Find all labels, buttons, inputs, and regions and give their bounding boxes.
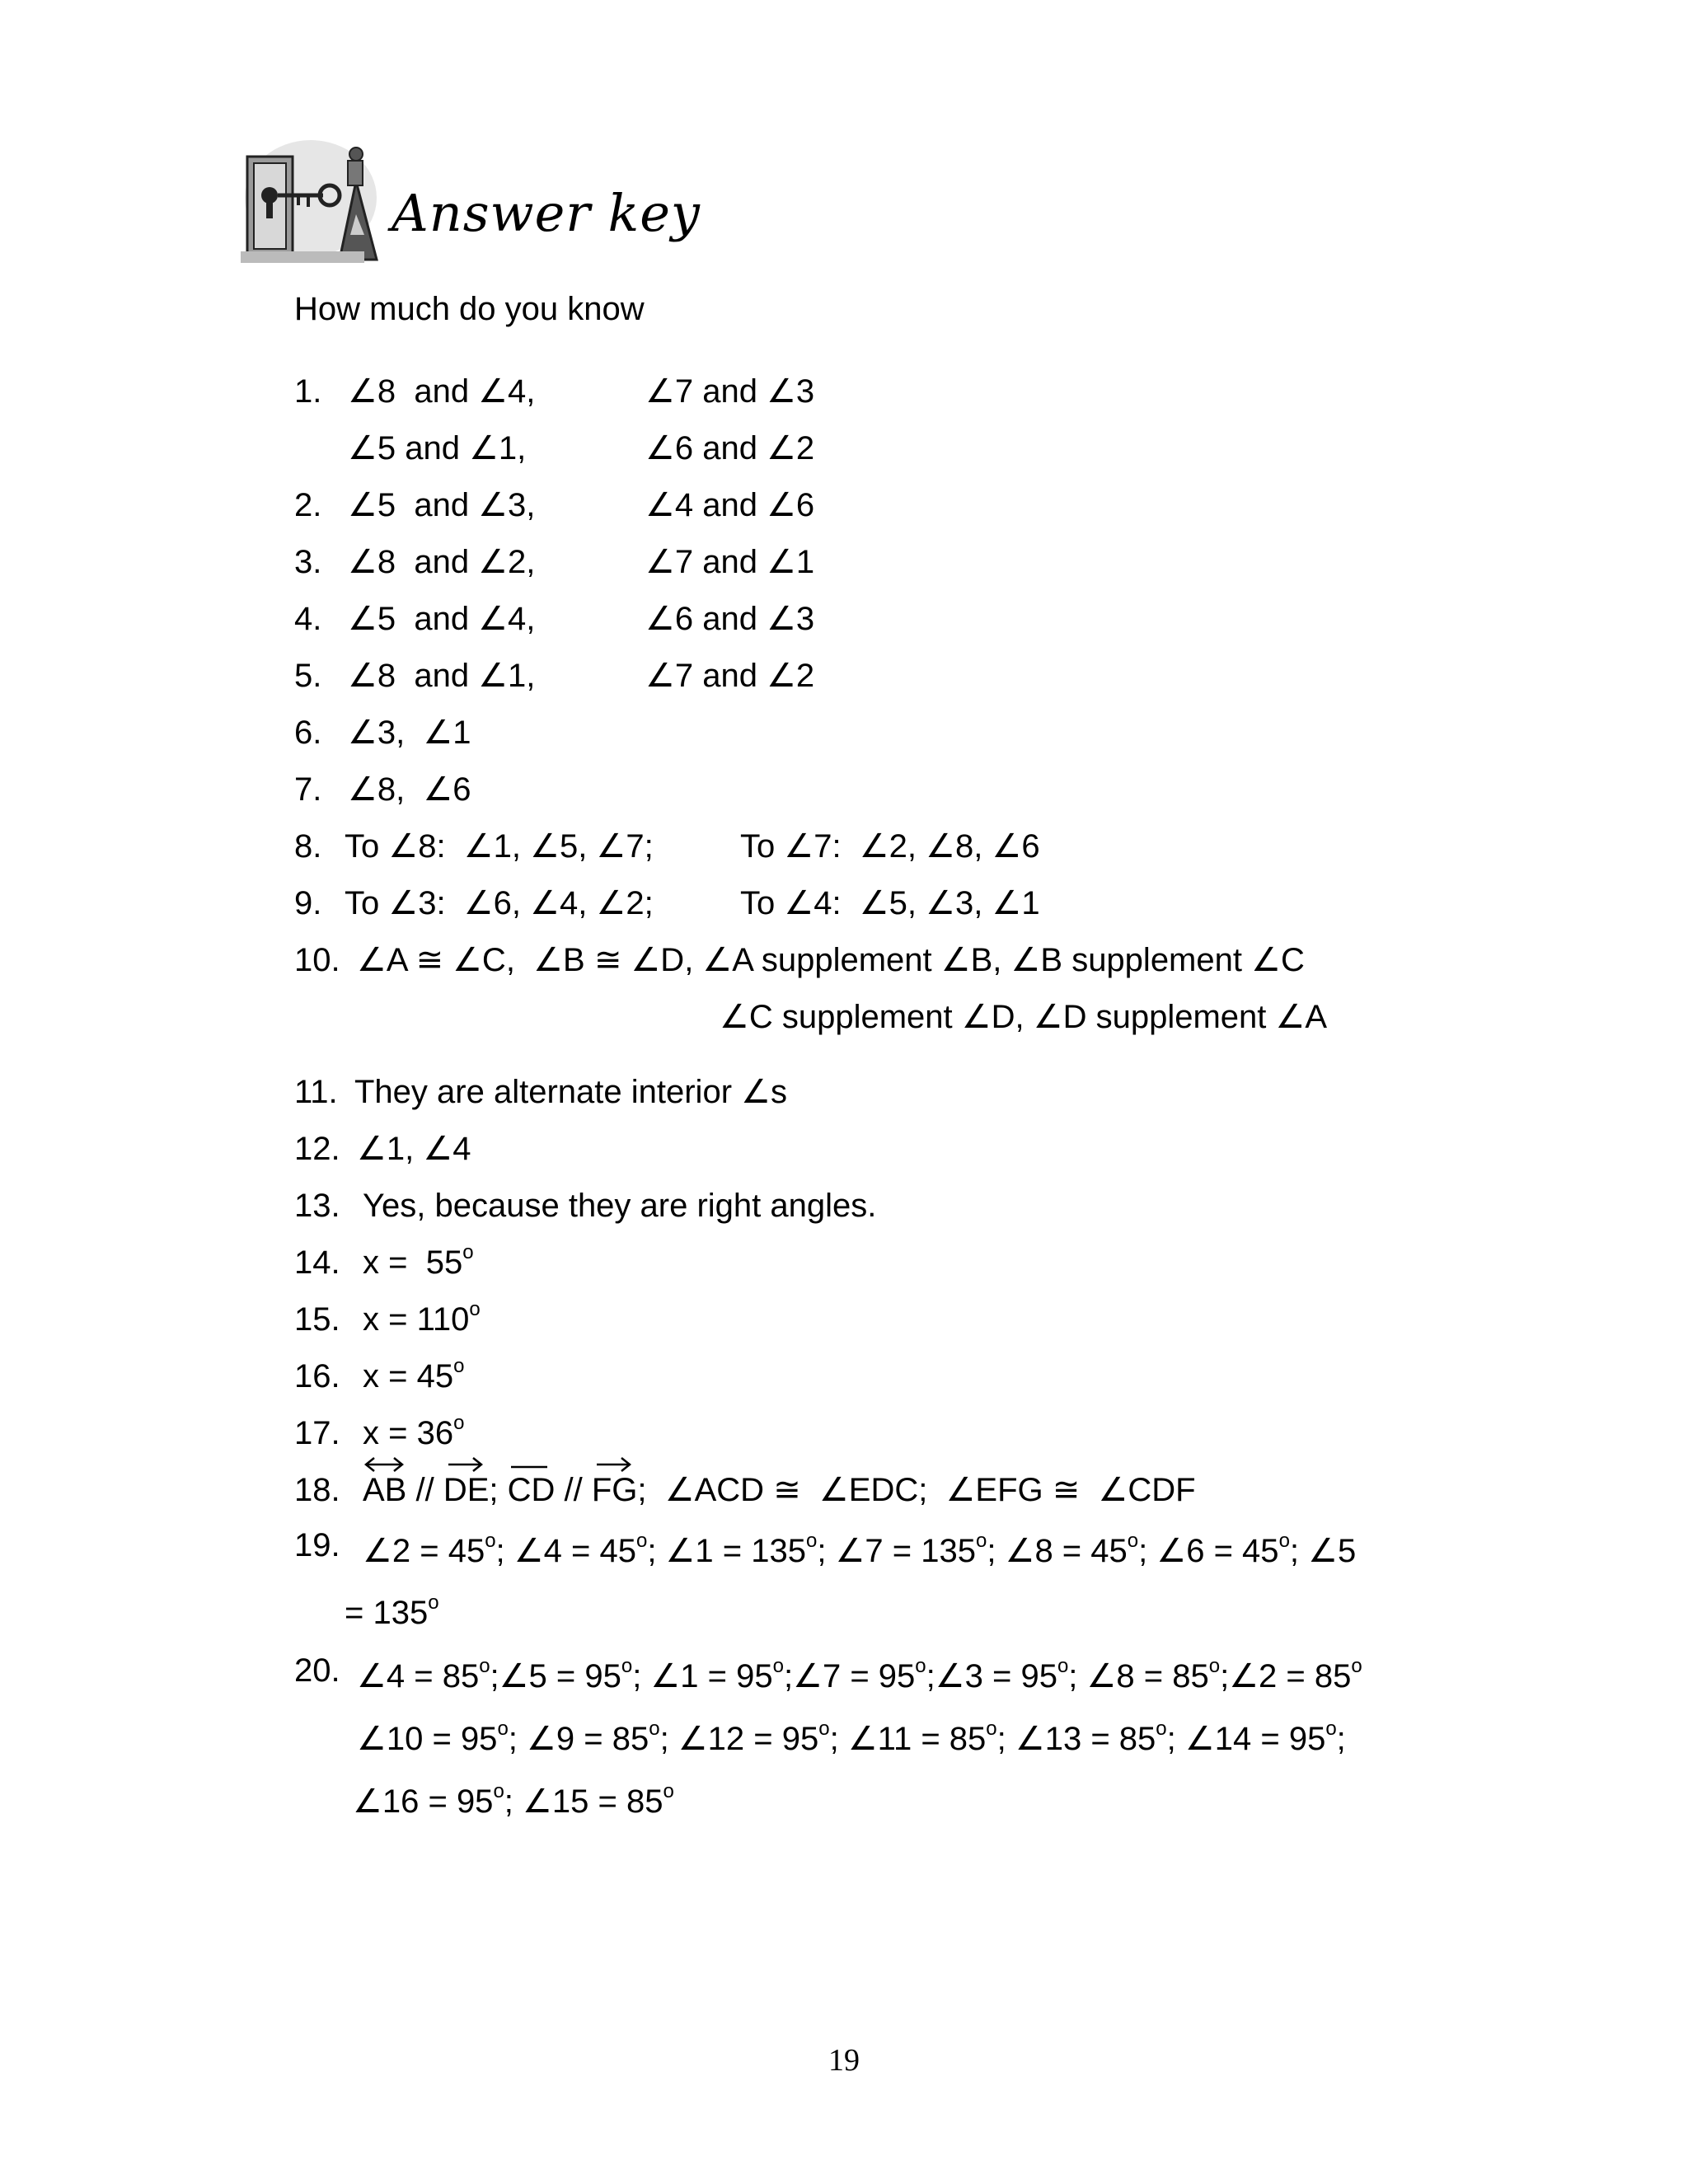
answer-number: 19. (294, 1527, 340, 1563)
degree-mark: o (1351, 1654, 1362, 1677)
term: ; ∠8 = 45 (987, 1533, 1128, 1569)
answer-number: 14. (294, 1244, 340, 1281)
answer-12: ∠1, ∠4 (357, 1131, 471, 1167)
answer-1-left: ∠8 and ∠4, (348, 373, 536, 410)
answer-18-rest: ; ∠ACD ≅ ∠EDC; ∠EFG ≅ ∠CDF (637, 1472, 1196, 1508)
answer-7: ∠8, ∠6 (348, 771, 471, 808)
ray-de (443, 1474, 490, 1507)
degree-mark: o (635, 1529, 648, 1552)
separator: // (555, 1472, 592, 1508)
answer-number: 2. (294, 487, 322, 523)
term: ; ∠13 = 85 (996, 1721, 1156, 1757)
degree-mark: o (1057, 1654, 1069, 1677)
label-ab: AB (363, 1472, 407, 1508)
term: ; ∠8 = 85 (1068, 1658, 1209, 1694)
answer-13: Yes, because they are right angles. (363, 1188, 877, 1224)
degree-mark: o (621, 1654, 633, 1677)
label-cd: CD (507, 1472, 556, 1508)
answer-number: 16. (294, 1358, 340, 1394)
answer-4-left: ∠5 and ∠4, (348, 601, 536, 637)
term: ; ∠7 = 135 (817, 1533, 976, 1569)
term: ; ∠4 = 45 (495, 1533, 636, 1569)
label-de: DE (443, 1472, 490, 1508)
answer-16-text: x = 45 (363, 1358, 454, 1394)
degree-mark: o (479, 1654, 490, 1677)
term: ; ∠1 = 95 (632, 1658, 773, 1694)
term: ∠16 = 95 (353, 1783, 494, 1820)
answer-number: 7. (294, 771, 322, 808)
answer-number: 8. (294, 828, 322, 865)
degree-mark: o (976, 1529, 987, 1552)
answer-20-line1 (357, 1654, 1362, 1694)
answer-9-right: To ∠4: ∠5, ∠3, ∠1 (740, 885, 1040, 921)
segment-bar-icon (508, 1455, 551, 1474)
answer-10-line1: ∠A ≅ ∠C, ∠B ≅ ∠D, ∠A supplement ∠B, ∠B supplement ∠C (357, 942, 1305, 978)
answer-2-left: ∠5 and ∠3, (348, 487, 536, 523)
answer-3-right: ∠7 and ∠1 (645, 544, 815, 580)
term: = 135 (345, 1595, 429, 1631)
answer-11: They are alternate interior ∠s (354, 1074, 787, 1110)
separator: // (406, 1472, 443, 1508)
degree-mark: o (453, 1411, 465, 1434)
degree-mark: o (805, 1529, 818, 1552)
answer-1-left-2: ∠5 and ∠1, (348, 430, 527, 466)
degree-mark: o (649, 1717, 660, 1740)
degree-mark: o (915, 1654, 926, 1677)
answer-1-right-2: ∠6 and ∠2 (645, 430, 815, 466)
ray-arrow-icon (443, 1455, 486, 1474)
degree-mark: o (453, 1354, 465, 1377)
section-subtitle: How much do you know (294, 291, 645, 327)
degree-mark: o (772, 1654, 784, 1677)
answer-number: 20. (294, 1652, 340, 1689)
degree-mark: o (493, 1779, 504, 1802)
answer-9-left: To ∠3: ∠6, ∠4, ∠2; (345, 885, 654, 921)
answer-number: 13. (294, 1188, 340, 1224)
answer-8-right: To ∠7: ∠2, ∠8, ∠6 (740, 828, 1040, 865)
answer-4-right: ∠6 and ∠3 (645, 601, 815, 637)
answer-15 (363, 1297, 481, 1338)
page-number: 19 (828, 2043, 860, 2078)
term: ; ∠12 = 95 (659, 1721, 819, 1757)
ray-arrow-icon (592, 1455, 635, 1474)
degree-mark: o (1278, 1529, 1290, 1552)
ray-fg (592, 1474, 638, 1507)
answer-20-line3 (353, 1779, 674, 1820)
term: ∠10 = 95 (357, 1721, 498, 1757)
line-ab (363, 1474, 406, 1507)
answer-17 (363, 1411, 465, 1451)
term: ; ∠15 = 85 (504, 1783, 663, 1820)
answer-number: 6. (294, 715, 322, 751)
answer-1-right: ∠7 and ∠3 (645, 373, 815, 410)
answer-10-line2: ∠C supplement ∠D, ∠D supplement ∠A (720, 999, 1328, 1035)
answer-number: 5. (294, 658, 322, 694)
degree-mark: o (1208, 1654, 1221, 1677)
answer-number: 4. (294, 601, 322, 637)
degree-mark: o (663, 1779, 674, 1802)
degree-mark: o (462, 1240, 474, 1263)
degree-mark: o (469, 1297, 481, 1320)
answer-18 (363, 1474, 1196, 1507)
degree-mark: o (1156, 1717, 1167, 1740)
answer-14 (363, 1240, 474, 1281)
answer-number: 17. (294, 1415, 340, 1451)
segment-cd (508, 1474, 556, 1507)
answer-number: 12. (294, 1131, 340, 1167)
answer-19-line1 (363, 1529, 1357, 1569)
answer-8-left: To ∠8: ∠1, ∠5, ∠7; (345, 828, 654, 865)
answer-6: ∠3, ∠1 (348, 715, 471, 751)
term: ;∠3 = 95 (926, 1658, 1057, 1694)
label-fg: FG (591, 1472, 638, 1508)
answer-2-right: ∠4 and ∠6 (645, 487, 815, 523)
answer-key-logo-icon (232, 136, 397, 268)
term: ; (1336, 1721, 1346, 1757)
degree-mark: o (497, 1717, 509, 1740)
answer-15-text: x = 110 (363, 1301, 470, 1338)
degree-mark: o (818, 1717, 830, 1740)
term: ; ∠14 = 95 (1166, 1721, 1326, 1757)
degree-mark: o (485, 1529, 496, 1552)
answer-number: 15. (294, 1301, 340, 1338)
line-double-arrow-icon (363, 1455, 406, 1474)
degree-mark: o (428, 1591, 439, 1614)
answer-number: 10. (294, 942, 340, 978)
term: ∠4 = 85 (357, 1658, 480, 1694)
answer-5-left: ∠8 and ∠1, (348, 658, 536, 694)
answer-16 (363, 1354, 465, 1394)
answer-19-line2 (345, 1591, 439, 1631)
term: ∠2 = 45 (363, 1533, 485, 1569)
answer-number: 3. (294, 544, 322, 580)
term: ;∠5 = 95 (490, 1658, 621, 1694)
answer-number: 9. (294, 885, 322, 921)
term: ; ∠11 = 85 (829, 1721, 987, 1757)
page-heading: Answer key (392, 183, 701, 243)
degree-mark: o (1325, 1717, 1337, 1740)
term: ;∠2 = 85 (1220, 1658, 1352, 1694)
answer-14-text: x = 55 (363, 1244, 463, 1281)
answer-number: 11. (294, 1074, 338, 1110)
answer-20-line2 (357, 1717, 1346, 1757)
answer-17-text: x = 36 (363, 1415, 454, 1451)
degree-mark: o (986, 1717, 997, 1740)
answer-5-right: ∠7 and ∠2 (645, 658, 815, 694)
answer-number: 18. (294, 1472, 340, 1508)
answer-3-left: ∠8 and ∠2, (348, 544, 536, 580)
term: ; ∠1 = 135 (647, 1533, 806, 1569)
term: ;∠7 = 95 (783, 1658, 916, 1694)
term: ; ∠6 = 45 (1138, 1533, 1279, 1569)
degree-mark: o (1127, 1529, 1139, 1552)
term: ; ∠9 = 85 (508, 1721, 649, 1757)
answer-number: 1. (294, 373, 322, 410)
separator: ; (489, 1472, 508, 1508)
term: ; ∠5 (1289, 1533, 1357, 1569)
